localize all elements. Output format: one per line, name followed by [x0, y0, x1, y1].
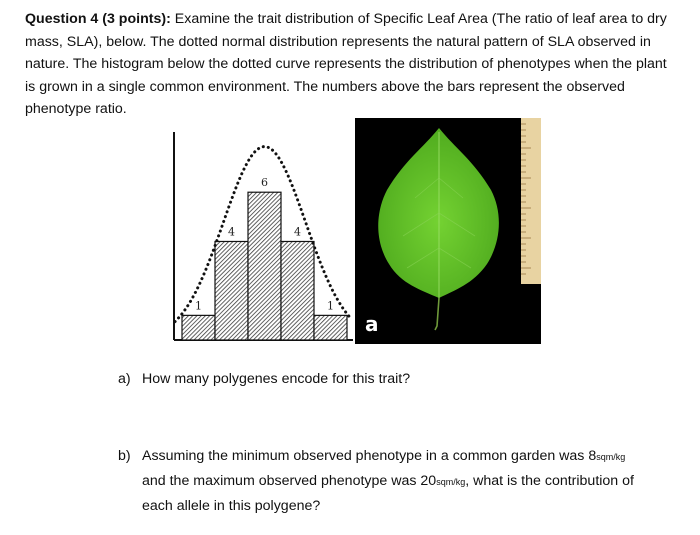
histogram-bar — [182, 315, 215, 340]
question-b-text — [142, 444, 643, 518]
question-intro — [25, 8, 680, 121]
leaf-illustration — [355, 118, 541, 344]
question-a — [118, 368, 643, 390]
question-b-text-1: Assuming the minimum observed phenotype in a common garden was — [142, 448, 585, 464]
figure — [165, 118, 541, 346]
min-unit: sqm/kg — [596, 452, 626, 462]
histogram-bar — [281, 241, 314, 340]
histogram-bar — [215, 241, 248, 340]
histogram-bar — [248, 192, 281, 340]
question-heading: Question 4 (3 points): — [25, 11, 171, 27]
photo-label: a — [365, 312, 379, 336]
ruler — [521, 118, 541, 284]
question-b — [118, 444, 643, 518]
histogram-chart — [165, 118, 355, 346]
question-b-text-3: , what is the contribution of each allele in this polygene? — [142, 473, 634, 514]
max-value: 20 — [420, 473, 437, 489]
question-a-label: a) — [118, 371, 131, 387]
bar-value-label: 4 — [294, 225, 301, 239]
question-b-text-2: and the maximum observed phenotype was — [142, 473, 417, 489]
histogram-bar — [314, 315, 347, 340]
bar-value-label: 1 — [195, 299, 202, 313]
question-intro-text: Examine the trait distribution of Specific Leaf Area (The ratio of leaf area to dry mass, SLA), below. The dotted normal distribution represents the natural pattern of SLA observed in nature. The histogram below the dotted curve represents the distribution of phenotypes when the plant is grown in a single common environment. The numbers above the bars represent the observed phenotype ratio. — [25, 11, 667, 117]
histogram-svg — [165, 118, 355, 346]
bar-value-label: 6 — [261, 176, 268, 190]
leaf-stem — [435, 298, 439, 330]
bar-value-label: 4 — [228, 225, 235, 239]
question-a-text: How many polygenes encode for this trait? — [142, 371, 411, 387]
question-b-label: b) — [118, 448, 131, 464]
leaf-photo — [355, 118, 541, 344]
min-value: 8 — [588, 448, 597, 464]
max-unit: sqm/kg — [436, 477, 466, 487]
bar-value-label: 1 — [327, 299, 334, 313]
